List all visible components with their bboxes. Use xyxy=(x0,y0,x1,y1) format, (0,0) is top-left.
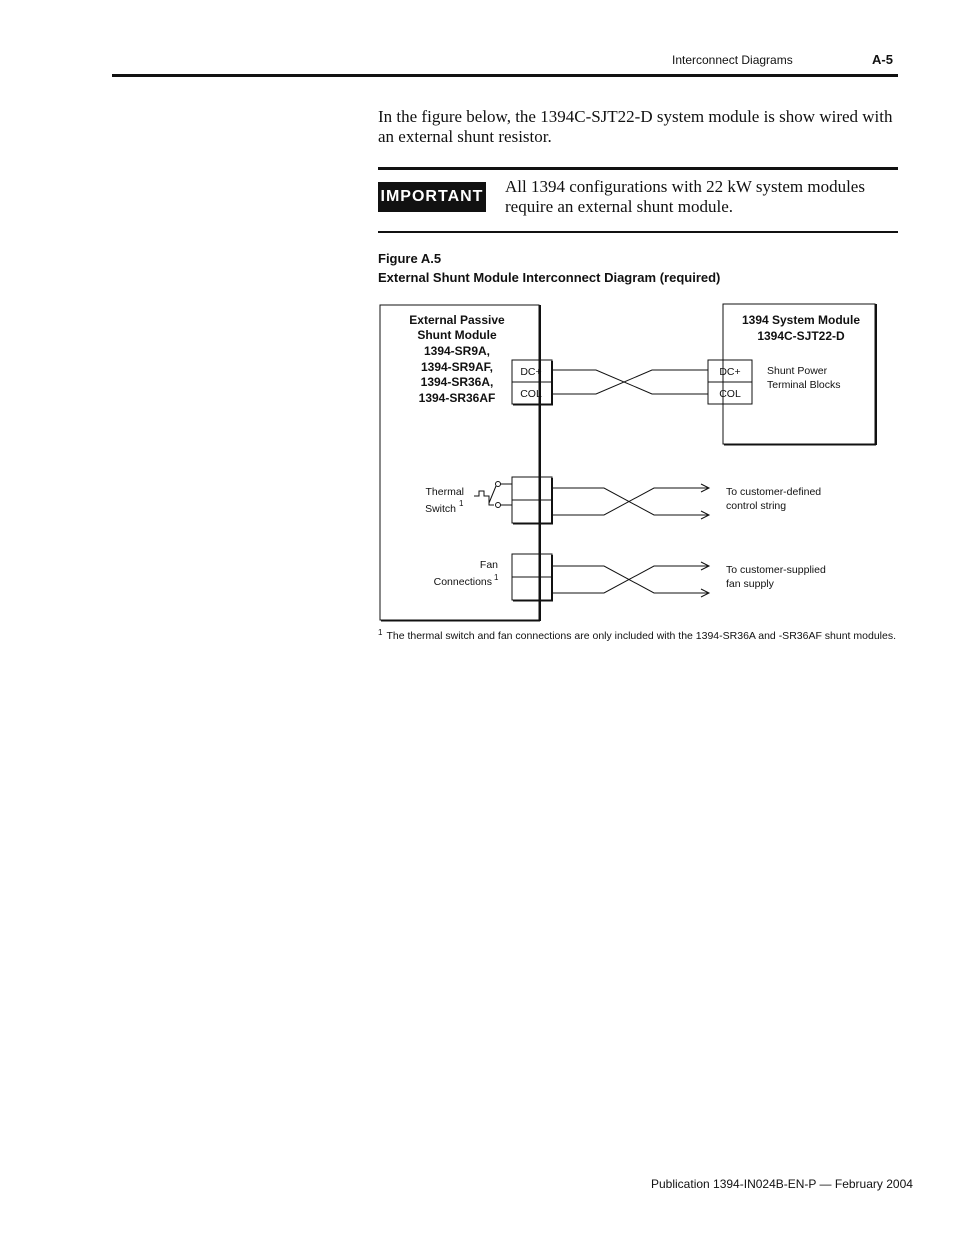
shunt-title-line-4: 1394-SR9AF, xyxy=(420,360,494,374)
system-terminal-col: COL xyxy=(719,388,741,400)
fan-label-line-1: Fan xyxy=(479,559,498,571)
fan-destination-line-2: fan supply xyxy=(726,578,774,590)
terminal-caption-line-2: Terminal Blocks xyxy=(767,379,841,391)
thermal-label-line-2: Switch xyxy=(425,503,456,515)
footnote-text: The thermal switch and fan connections are only included with the 1394-SR36A and -SR36AF shunt modules. xyxy=(386,630,896,642)
thermal-switch-symbol xyxy=(474,482,512,508)
thermal-wire-b xyxy=(552,488,708,515)
footnote-marker: 1 xyxy=(378,628,383,637)
thermal-destination-line-2: control string xyxy=(726,500,787,512)
shunt-title-line-1: External Passive xyxy=(409,313,505,327)
publication-footer: Publication 1394-IN024B-EN-P — February 2004 xyxy=(651,1177,913,1191)
shunt-terminal-col: COL xyxy=(520,388,542,400)
figure-title: External Shunt Module Interconnect Diagram (required) xyxy=(378,270,721,285)
system-terminal-dc-plus: DC+ xyxy=(719,366,741,378)
thermal-label-line-1: Thermal xyxy=(425,486,464,498)
system-title-line-1: 1394 System Module xyxy=(741,313,861,327)
important-text: All 1394 configurations with 22 kW system modules require an external shunt module. xyxy=(505,177,865,216)
footnote xyxy=(378,630,898,642)
terminal-caption-line-1: Shunt Power xyxy=(767,365,828,377)
intro-paragraph: In the figure below, the 1394C-SJT22-D system module is show wired with an external shunt resistor. xyxy=(378,107,893,146)
shunt-terminal-dc-plus: DC+ xyxy=(520,366,542,378)
running-header-page-number: A-5 xyxy=(872,52,893,67)
fan-footnote-ref: 1 xyxy=(494,573,499,582)
figure-number: Figure A.5 xyxy=(378,251,442,266)
fan-wire-b xyxy=(552,566,708,593)
system-title-line-2: 1394C-SJT22-D xyxy=(757,329,845,343)
dc-plus-wire xyxy=(552,370,708,394)
fan-destination-line-1: To customer-supplied xyxy=(726,564,826,576)
shunt-title-line-2: Shunt Module xyxy=(417,328,497,342)
shunt-title-line-6: 1394-SR36AF xyxy=(418,391,496,405)
shunt-title-line-3: 1394-SR9A, xyxy=(423,344,491,358)
shunt-title-line-5: 1394-SR36A, xyxy=(420,375,494,389)
running-header-section-title: Interconnect Diagrams xyxy=(672,53,793,67)
fan-label-line-2: Connections xyxy=(433,576,492,588)
important-label: IMPORTANT xyxy=(378,182,486,212)
col-wire xyxy=(552,370,708,394)
thermal-footnote-ref: 1 xyxy=(459,499,464,508)
thermal-destination-line-1: To customer-defined xyxy=(726,486,822,498)
